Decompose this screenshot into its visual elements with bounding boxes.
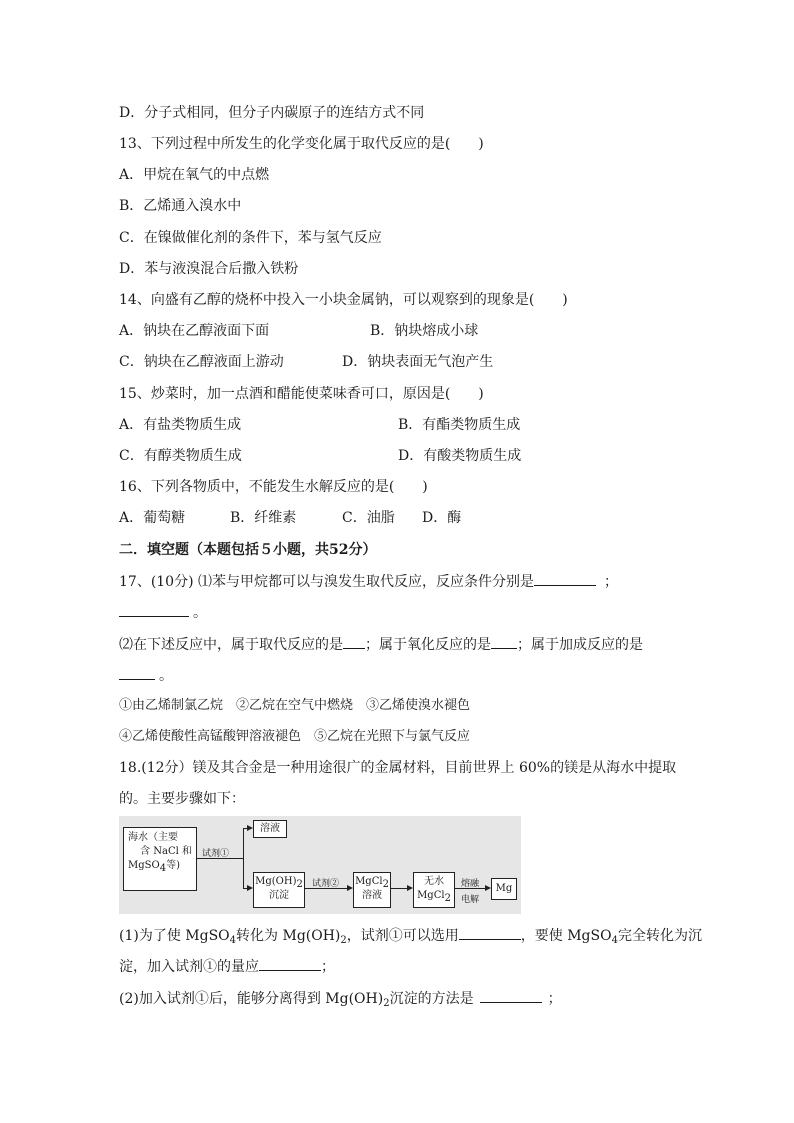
electrolysis-label: 电解 [461, 895, 480, 905]
q15-option-a: A．有盐类物质生成 [119, 417, 242, 433]
q18-part-2: (2)加入试剂①后，能够分离得到 $Mg(OH)_2$沉淀的方法是 ； [119, 988, 562, 1009]
q17-items-2: ④乙烯使酸性高锰酸钾溶液褪色 ⑤乙烷在光照下与氯气反应 [119, 729, 471, 744]
q16-option-c: C．油脂 [342, 510, 395, 526]
answer-blank[interactable] [119, 602, 189, 617]
q18-part-1-line-1: (1)为了使 MgSO$_4$转化为 $Mg(OH)_2$，试剂①可以选用 ，要使 MgSO$_4$完全转化为沉 [119, 925, 702, 946]
q16-option-b: B．纤维素 [230, 510, 297, 526]
q17-text: ⑵在下述反应中，属于取代反应的是 [119, 637, 343, 653]
q16-option-d: D．酶 [422, 510, 462, 526]
q17-line-2 [119, 602, 207, 623]
process-flow-diagram [119, 816, 521, 914]
answer-blank[interactable] [480, 988, 542, 1003]
q17-items-1: ①由乙烯制氯乙烷 ②乙烷在空气中燃烧 ③乙烯使溴水褪色 [119, 698, 471, 713]
q17-line-3 [119, 634, 643, 655]
q13-stem: 13、下列过程中所发生的化学变化属于取代反应的是( ) [119, 136, 484, 152]
q17-text: 17、(10分) ⑴苯与甲烷都可以与溴发生取代反应，反应条件分别是 [119, 574, 535, 590]
answer-blank[interactable] [534, 571, 596, 586]
q15-option-b: B．有酯类物质生成 [398, 417, 521, 433]
q13-option-c: C．在镍做催化剂的条件下，苯与氢气反应 [119, 230, 382, 246]
mg-box: Mg [491, 878, 517, 900]
q17-end: 。 [193, 605, 207, 621]
reagent-2-label: 试剂② [312, 879, 340, 889]
anhydrous-mgcl2-box: 无水 MgCl$_2$ [413, 872, 455, 908]
answer-blank[interactable] [119, 665, 155, 680]
mgcl2-solution-box: MgCl$_2$ 溶液 [353, 872, 391, 908]
q16-stem: 16、下列各物质中，不能发生水解反应的是( ) [119, 479, 428, 495]
q13-option-b: B．乙烯通入溴水中 [119, 198, 242, 214]
q13-option-a: A．甲烷在氧气的中点燃 [119, 167, 270, 183]
q17-line-1 [119, 571, 618, 592]
solution-box: 溶液 [253, 820, 287, 838]
q17-text: ；属于加成反应的是 [517, 637, 643, 653]
q17-separator: ； [604, 574, 619, 590]
melt-label: 熔融 [461, 879, 480, 889]
q18-line-1: 18.(12分）镁及其合金是一种用途很广的金属材料，目前世界上 60%的镁是从海水中提取 [119, 760, 677, 776]
q14-option-d: D．钠块表面无气泡产生 [342, 354, 494, 370]
q17-text: ；属于氧化反应的是 [365, 637, 491, 653]
answer-blank[interactable] [491, 634, 517, 649]
q14-option-a: A．钠块在乙醇液面下面 [119, 323, 270, 339]
q13-option-d: D．苯与液溴混合后撒入铁粉 [119, 261, 299, 277]
mg-oh2-box: $Mg(OH)_2$ 沉淀 [253, 872, 305, 908]
q14-option-b: B．钠块熔成小球 [370, 323, 479, 339]
q18-line-2: 的。主要步骤如下： [119, 791, 245, 807]
q15-option-d: D．有酸类物质生成 [398, 448, 522, 464]
section-title: 二．填空题（本题包括５小题，共52分） [119, 542, 377, 558]
q17-line-4 [119, 665, 173, 686]
q16-option-a: A．葡萄糖 [119, 510, 186, 526]
reagent-1-label: 试剂① [202, 849, 230, 859]
answer-blank[interactable] [259, 956, 321, 971]
answer-blank[interactable] [459, 925, 521, 940]
q18-part-1-line-2: 淀，加入试剂①的量应 ； [119, 956, 335, 977]
answer-blank[interactable] [343, 634, 365, 649]
q12-option-d: D．分子式相同，但分子内碳原子的连结方式不同 [119, 105, 425, 121]
q17-end: 。 [159, 668, 173, 684]
seawater-box: 海水（主要 含 NaCl 和 MgSO$_4$等) [123, 827, 197, 891]
q14-option-c: C．钠块在乙醇液面上游动 [119, 354, 284, 370]
arrow-line [243, 828, 244, 889]
q15-stem: 15、炒菜时，加一点酒和醋能使菜味香可口，原因是( ) [119, 386, 484, 402]
q14-stem: 14、向盛有乙醇的烧杯中投入一小块金属钠，可以观察到的现象是( ) [119, 292, 568, 308]
q15-option-c: C．有醇类物质生成 [119, 448, 242, 464]
